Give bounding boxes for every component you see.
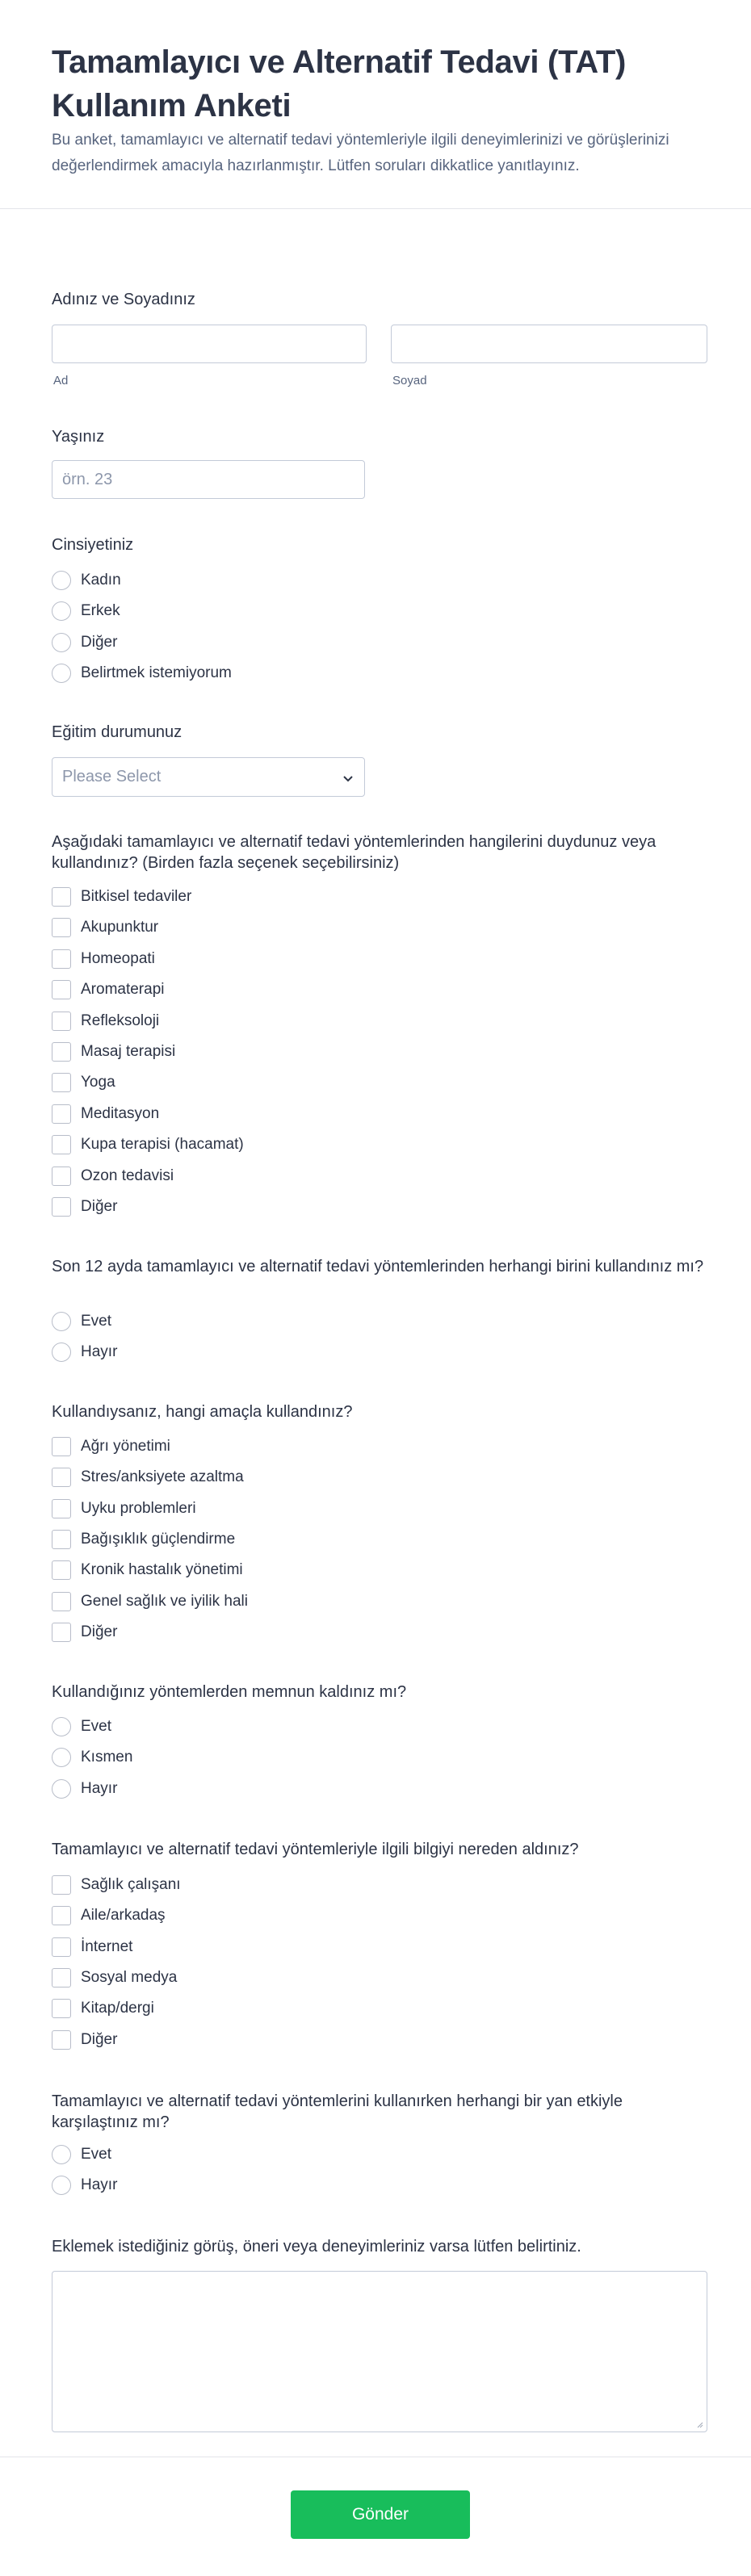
source-option-label: Sağlık çalışanı	[81, 1876, 181, 1893]
used12-label: Son 12 ayda tamamlayıcı ve alternatif tedavi yöntemlerinden herhangi birini kullandınız mı?	[52, 1258, 704, 1275]
name-label: Adınız ve Soyadınız	[52, 291, 195, 308]
methods-option-label: Diğer	[81, 1198, 118, 1215]
checkbox[interactable]	[52, 949, 71, 969]
purpose-option-label: Ağrı yönetimi	[81, 1438, 170, 1455]
radio-button[interactable]	[52, 1717, 71, 1736]
checkbox[interactable]	[52, 2030, 71, 2050]
checkbox[interactable]	[52, 1592, 71, 1611]
used12-option[interactable]	[52, 1310, 111, 1333]
sideeffects-label: Tamamlayıcı ve alternatif tedavi yöntemlerini kullanırken herhangi bir yan etkiyle karşılaştınız mı?	[52, 2092, 623, 2131]
purpose-option[interactable]	[52, 1590, 248, 1613]
gender-option-label: Diğer	[81, 633, 118, 651]
age-placeholder: örn. 23	[62, 471, 113, 488]
methods-option[interactable]	[52, 948, 155, 970]
checkbox[interactable]	[52, 1560, 71, 1580]
education-label: Eğitim durumunuz	[52, 723, 183, 741]
source-option[interactable]	[52, 1904, 166, 1927]
radio-button[interactable]	[52, 1312, 71, 1331]
header-divider	[0, 208, 751, 209]
checkbox[interactable]	[52, 1623, 71, 1642]
sideeffects-option-label: Evet	[81, 2146, 112, 2163]
purpose-option-label: Stres/anksiyete azaltma	[81, 1468, 244, 1486]
checkbox[interactable]	[52, 887, 71, 907]
age-input[interactable]	[52, 460, 365, 499]
sideeffects-option[interactable]	[52, 2143, 111, 2166]
used12-option-label: Evet	[81, 1313, 112, 1330]
comments-label: Eklemek istediğiniz görüş, öneri veya deneyimleriniz varsa lütfen belirtiniz.	[52, 2238, 581, 2256]
methods-option[interactable]	[52, 916, 158, 939]
purpose-option[interactable]	[52, 1559, 243, 1581]
gender-label: Cinsiyetiniz	[52, 536, 134, 554]
methods-option-label: Refleksoloji	[81, 1012, 160, 1029]
source-option-label: İnternet	[81, 1937, 133, 1955]
satisfied-option-label: Hayır	[81, 1779, 118, 1797]
methods-option[interactable]	[52, 886, 191, 908]
radio-button[interactable]	[52, 633, 71, 652]
source-option[interactable]	[52, 1967, 177, 1989]
checkbox[interactable]	[52, 1104, 71, 1124]
used12-option[interactable]	[52, 1341, 117, 1363]
purpose-option[interactable]	[52, 1621, 117, 1644]
purpose-option[interactable]	[52, 1435, 170, 1458]
purpose-option[interactable]	[52, 1497, 196, 1520]
last-name-sublabel: Soyad	[392, 374, 427, 387]
age-label: Yaşınız	[52, 428, 105, 446]
methods-option-label: Meditasyon	[81, 1104, 160, 1122]
checkbox[interactable]	[52, 1968, 71, 1987]
comments-textarea[interactable]	[52, 2271, 707, 2432]
form-header	[0, 0, 751, 208]
checkbox[interactable]	[52, 1073, 71, 1092]
methods-option[interactable]	[52, 978, 165, 1001]
radio-button[interactable]	[52, 571, 71, 590]
methods-option-label: Kupa terapisi (hacamat)	[81, 1136, 244, 1154]
satisfied-option[interactable]	[52, 1715, 111, 1738]
source-option[interactable]	[52, 1997, 154, 2020]
checkbox[interactable]	[52, 918, 71, 937]
page-title: Tamamlayıcı ve Alternatif Tedavi (TAT) Kullanım Anketi	[52, 44, 627, 124]
methods-option-label: Bitkisel tedaviler	[81, 888, 192, 905]
source-option-label: Aile/arkadaş	[81, 1907, 166, 1925]
form-description: Bu anket, tamamlayıcı ve alternatif tedavi yöntemleriyle ilgili deneyimlerinizi ve görüşlerinizi değerlendirmek amacıyla hazırlanmıştır. Lütfen soruları dikkatlice yanıtlayınız.	[52, 132, 669, 174]
checkbox[interactable]	[52, 1875, 71, 1895]
methods-option[interactable]	[52, 1010, 159, 1032]
purpose-option-label: Uyku problemleri	[81, 1499, 196, 1517]
resize-handle-icon[interactable]	[695, 2420, 703, 2428]
source-label: Tamamlayıcı ve alternatif tedavi yöntemleriyle ilgili bilgiyi nereden aldınız?	[52, 1841, 579, 1858]
checkbox[interactable]	[52, 1042, 71, 1062]
satisfied-option-label: Evet	[81, 1718, 112, 1735]
purpose-option-label: Bağışıklık güçlendirme	[81, 1530, 236, 1548]
radio-button[interactable]	[52, 1748, 71, 1767]
radio-button[interactable]	[52, 664, 71, 683]
methods-option[interactable]	[52, 1165, 174, 1187]
gender-option[interactable]	[52, 631, 117, 654]
first-name-sublabel: Ad	[53, 374, 69, 387]
gender-option[interactable]	[52, 600, 120, 622]
checkbox[interactable]	[52, 1437, 71, 1456]
methods-option-label: Masaj terapisi	[81, 1043, 176, 1060]
purpose-option[interactable]	[52, 1528, 235, 1551]
radio-button[interactable]	[52, 601, 71, 621]
methods-option[interactable]	[52, 1133, 244, 1156]
radio-button[interactable]	[52, 1342, 71, 1362]
checkbox[interactable]	[52, 980, 71, 999]
checkbox[interactable]	[52, 1012, 71, 1031]
source-option[interactable]	[52, 2029, 117, 2051]
source-option-label: Kitap/dergi	[81, 2000, 154, 2017]
checkbox[interactable]	[52, 1937, 71, 1957]
satisfied-label: Kullandığınız yöntemlerden memnun kaldınız mı?	[52, 1683, 407, 1701]
methods-option-label: Yoga	[81, 1074, 115, 1091]
sideeffects-option-label: Hayır	[81, 2176, 118, 2193]
checkbox[interactable]	[52, 1197, 71, 1217]
methods-option-label: Aromaterapi	[81, 981, 165, 999]
methods-option-label: Homeopati	[81, 949, 155, 967]
used12-option-label: Hayır	[81, 1343, 118, 1360]
checkbox[interactable]	[52, 1906, 71, 1925]
purpose-option-label: Diğer	[81, 1623, 118, 1640]
radio-button[interactable]	[52, 1779, 71, 1799]
methods-option[interactable]	[52, 1196, 117, 1218]
methods-option[interactable]	[52, 1071, 115, 1094]
satisfied-option-label: Kısmen	[81, 1749, 133, 1766]
purpose-option-label: Genel sağlık ve iyilik hali	[81, 1592, 248, 1610]
source-option-label: Sosyal medya	[81, 1968, 178, 1986]
sideeffects-option[interactable]	[52, 2174, 117, 2197]
methods-option[interactable]	[52, 1041, 175, 1063]
gender-option[interactable]	[52, 662, 232, 685]
methods-option-label: Ozon tedavisi	[81, 1167, 174, 1184]
gender-option[interactable]	[52, 569, 121, 592]
purpose-label: Kullandıysanız, hangi amaçla kullandınız?	[52, 1403, 353, 1421]
gender-option-label: Kadın	[81, 572, 121, 589]
purpose-option[interactable]	[52, 1466, 244, 1489]
methods-option[interactable]	[52, 1103, 159, 1125]
last-name-input[interactable]	[391, 325, 707, 363]
gender-option-label: Erkek	[81, 602, 120, 620]
radio-button[interactable]	[52, 2145, 71, 2164]
first-name-input[interactable]	[52, 325, 367, 363]
checkbox[interactable]	[52, 1499, 71, 1518]
methods-label: Aşağıdaki tamamlayıcı ve alternatif tedavi yöntemlerinden hangilerini duydunuz veya kullandınız? (Birden fazla seçenek seçebilirsiniz)	[52, 833, 657, 872]
source-option[interactable]	[52, 1936, 132, 1958]
source-option[interactable]	[52, 1874, 181, 1896]
submit-button[interactable]: Gönder	[291, 2490, 470, 2539]
checkbox[interactable]	[52, 1135, 71, 1154]
gender-option-label: Belirtmek istemiyorum	[81, 664, 232, 681]
chevron-down-icon	[342, 772, 355, 785]
purpose-option-label: Kronik hastalık yönetimi	[81, 1561, 243, 1579]
checkbox[interactable]	[52, 1999, 71, 2018]
source-option-label: Diğer	[81, 2030, 118, 2048]
checkbox[interactable]	[52, 1167, 71, 1186]
education-selected-value: Please Select	[62, 768, 162, 785]
satisfied-option[interactable]	[52, 1746, 132, 1769]
methods-option-label: Akupunktur	[81, 919, 159, 936]
checkbox[interactable]	[52, 1530, 71, 1549]
checkbox[interactable]	[52, 1468, 71, 1487]
satisfied-option[interactable]	[52, 1778, 117, 1800]
radio-button[interactable]	[52, 2176, 71, 2195]
education-select[interactable]	[52, 757, 365, 797]
